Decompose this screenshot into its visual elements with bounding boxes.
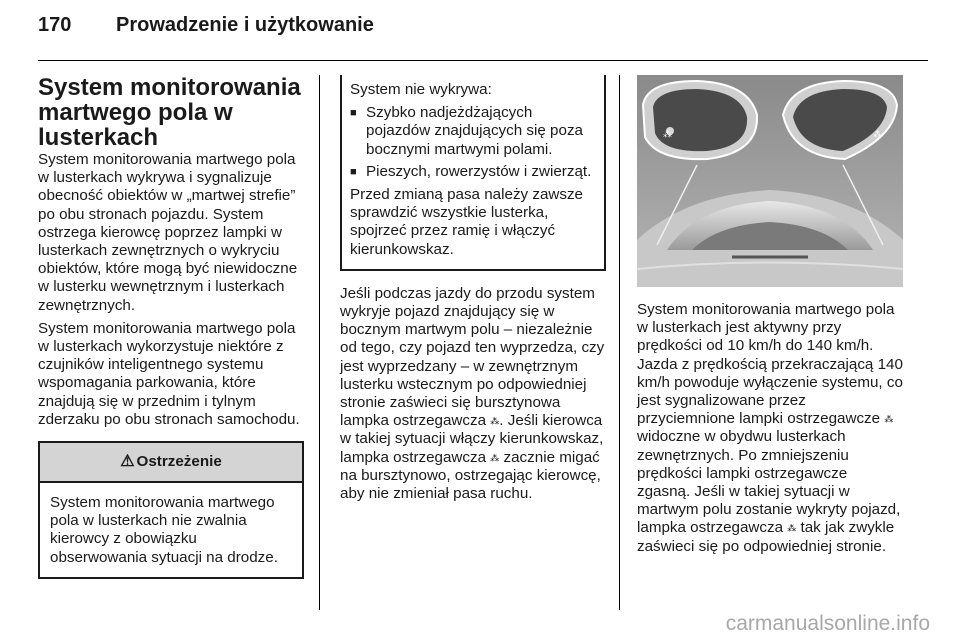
text-span: zacznie migać na bursztynowo, ostrzegając kierowcę, aby nie zmieniał pasa ruchu. — [340, 448, 601, 503]
blind-spot-symbol-icon: ⁂ — [884, 414, 894, 425]
blind-spot-symbol-icon: ⁂ — [490, 452, 500, 463]
activation-paragraph — [637, 301, 903, 556]
blind-spot-symbol-icon: ⁂ — [490, 416, 500, 427]
mirror-illustration — [637, 75, 903, 287]
column-divider-1 — [319, 75, 320, 610]
warning-box — [38, 441, 304, 579]
text-span: widoczne w obydwu lusterkach zewnętrznych. Po zmniejszeniu prędkości lampki ostrzegawcze zgasną. Jeśli w takiej sytuacji w martwym polu zostanie wykryty pojazd, lampka ostrzegawcza — [637, 428, 901, 537]
list-item: ■ Szybko nadjeżdżających pojazdów znajdujących się poza bocznymi martwymi polami. — [350, 104, 596, 159]
page-number: 170 — [38, 14, 72, 36]
not-detected-box — [340, 75, 606, 271]
column-divider-2 — [619, 75, 620, 610]
page-header — [38, 14, 374, 37]
text-span: Jeśli podczas jazdy do przodu system wykryje pojazd znajdujący się w bocznym martwym polu – niezależnie od tego, czy pojazd ten wyprzedza, czy jest wyprzedzany – w zewnętrznym lusterku wstecznym po odpowiedniej stronie zaświeci się bursztynowa lampka ostrzegawcza — [340, 284, 605, 430]
sensor-paragraph: System monitorowania martwego pola w lusterkach wykorzystuje niektóre z czujników inteligentnego systemu wspomagania parkowania, które znajdują się w przednim i tylnym zderzaku po obu stronach samochodu. — [38, 319, 300, 428]
intro-paragraph: System monitorowania martwego pola w lusterkach wykrywa i sygnalizuje obecność obiektów w „martwej strefie” po obu stronach pojazdu. System ostrzega kierowcę poprzez lampki w lusterkach zewnętrznych o wykryciu obiektów, które mogą być niewidoczne w lusterku wewnętrznym i lusterkach zewnętrznych. — [38, 151, 298, 314]
warning-heading: Ostrzeżenie — [136, 452, 222, 470]
chapter-title: Prowadzenie i użytkowanie — [116, 14, 374, 36]
svg-text:⁂: ⁂ — [663, 130, 672, 140]
text-span: System monitorowania martwego pola w lusterkach jest aktywny przy prędkości od 10 km/h do 140 km/h. Jazda z prędkością przekraczającą 140 km/h powoduje wyłączenie systemu, co jest sygnalizowane przez przyciemnione lampki ostrzegawcze — [637, 301, 903, 428]
column-2 — [340, 75, 606, 508]
box-outro: Przed zmianą pasa należy zawsze sprawdzić wszystkie lusterka, spojrzeć przez ramię i włączyć kierunkowskaz. — [350, 186, 583, 258]
text-span: tak jak zwykle zaświeci się po odpowiedniej stronie. — [637, 519, 895, 555]
svg-text:⁂: ⁂ — [873, 130, 882, 140]
warning-triangle-icon: ⚠ — [120, 452, 135, 470]
column-1 — [38, 75, 304, 579]
warning-body: System monitorowania martwego pola w lusterkach nie zwalnia kierowcy z obowiązku obserwowania sytuacji na drodze. — [50, 494, 278, 566]
header-rule — [38, 60, 928, 61]
warning-header — [40, 443, 302, 483]
text-span: . Jeśli kierowca w takiej sytuacji włączy kierunkowskaz, lampka ostrzegawcza — [340, 412, 604, 466]
bullet-list — [350, 104, 596, 181]
list-item: ■ Pieszych, rowerzystów i zwierząt. — [350, 163, 596, 181]
column-3 — [637, 75, 903, 561]
box-intro: System nie wykrywa: — [350, 81, 492, 98]
detection-paragraph — [340, 285, 606, 503]
car-mirrors-illustration-icon — [637, 75, 903, 287]
watermark: carmanualsonline.info — [725, 612, 930, 635]
blind-spot-symbol-icon: ⁂ — [787, 523, 797, 534]
section-title: System monitorowania martwego pola w lusterkach — [38, 74, 301, 151]
